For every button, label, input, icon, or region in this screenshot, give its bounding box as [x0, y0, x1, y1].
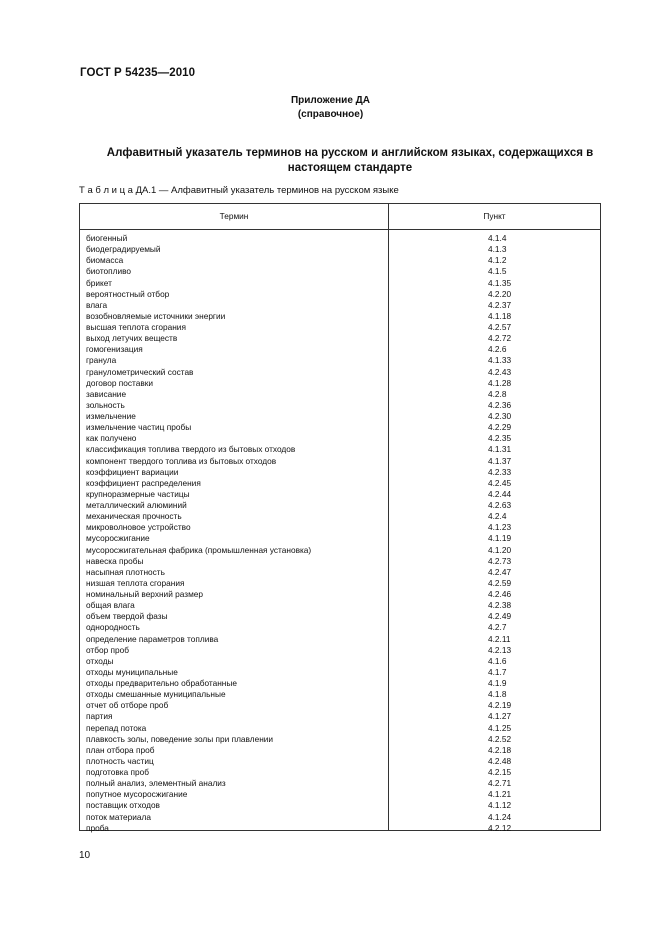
table-row — [80, 734, 600, 745]
appendix-title: Приложение ДА — [290, 95, 371, 106]
item-cell: 4.2.8 — [488, 388, 507, 399]
term-cell: мусоросжигательная фабрика (промышленная установка) — [86, 544, 312, 555]
item-cell: 4.1.24 — [488, 811, 512, 822]
term-cell: измельчение частиц пробы — [86, 422, 192, 433]
term-cell: зольность — [86, 399, 125, 410]
table-row — [80, 556, 600, 567]
table-row — [80, 244, 600, 255]
item-cell: 4.2.18 — [488, 744, 512, 755]
table-row — [80, 533, 600, 544]
table-row — [80, 456, 600, 467]
table-row — [80, 789, 600, 800]
term-cell: поток материала — [86, 811, 151, 822]
table-row — [80, 689, 600, 700]
item-cell: 4.2.57 — [488, 322, 512, 332]
item-cell: 4.1.8 — [488, 689, 507, 700]
table-row — [80, 333, 600, 344]
table-row — [80, 311, 600, 322]
item-cell: 4.2.20 — [488, 288, 512, 299]
item-cell: 4.1.21 — [488, 789, 512, 800]
term-cell: однородность — [86, 622, 140, 633]
table-row — [80, 700, 600, 711]
table-row — [80, 344, 600, 355]
term-cell: коэффициент распределения — [86, 477, 201, 488]
term-cell: отходы смешанные муниципальные — [86, 689, 226, 700]
item-cell: 4.2.47 — [488, 566, 512, 577]
table-row — [80, 545, 600, 556]
term-cell: компонент твердого топлива из бытовых отходов — [86, 455, 277, 466]
item-cell: 4.2.37 — [488, 299, 512, 310]
term-cell: биомасса — [86, 255, 124, 266]
item-cell: 4.2.4 — [488, 511, 507, 522]
term-cell: подготовка проб — [86, 767, 149, 777]
table-row — [80, 611, 600, 622]
item-cell: 4.1.12 — [488, 800, 512, 811]
page-number: 10 — [79, 850, 91, 861]
term-cell: навеска пробы — [86, 555, 144, 566]
term-cell: как получено — [86, 433, 137, 444]
table-row — [80, 289, 600, 300]
table-row — [80, 400, 600, 411]
item-cell: 4.2.15 — [488, 767, 512, 777]
table-body — [80, 233, 600, 834]
item-cell: 4.1.31 — [488, 444, 512, 455]
term-cell: высшая теплота сгорания — [86, 322, 186, 332]
item-cell: 4.1.3 — [488, 244, 507, 255]
term-cell: микроволновое устройство — [86, 522, 191, 533]
term-cell: металлический алюминий — [86, 500, 187, 510]
column-header-term: Термин — [219, 211, 249, 221]
item-cell: 4.2.52 — [488, 733, 512, 744]
term-cell: гомогенизация — [86, 344, 143, 355]
table-row — [80, 422, 600, 433]
item-cell: 4.2.13 — [488, 644, 512, 655]
item-cell: 4.2.49 — [488, 611, 512, 622]
term-cell: проба — [86, 822, 109, 833]
table-row — [80, 478, 600, 489]
term-cell: крупноразмерные частицы — [86, 488, 190, 499]
item-cell: 4.1.25 — [488, 722, 512, 733]
table-row — [80, 634, 600, 645]
item-cell: 4.2.35 — [488, 433, 512, 444]
item-cell: 4.2.43 — [488, 366, 512, 377]
item-cell: 4.1.19 — [488, 533, 512, 544]
term-cell: договор поставки — [86, 377, 154, 388]
term-cell: общая влага — [86, 600, 135, 611]
table-row — [80, 355, 600, 366]
table-row — [80, 322, 600, 333]
term-cell: отходы — [86, 655, 114, 666]
table-row — [80, 711, 600, 722]
table-row — [80, 778, 600, 789]
item-cell: 4.1.18 — [488, 310, 512, 321]
table-row — [80, 467, 600, 478]
term-cell: влага — [86, 299, 108, 310]
term-cell: выход летучих веществ — [86, 333, 178, 344]
term-cell: плотность частиц — [86, 755, 154, 766]
terms-table — [79, 203, 601, 831]
term-cell: плавкость золы, поведение золы при плавлении — [86, 733, 274, 744]
term-cell: гранулометрический состав — [86, 366, 194, 377]
term-cell: биодеградируемый — [86, 244, 161, 255]
column-header-item: Пункт — [483, 211, 506, 221]
item-cell: 4.2.19 — [488, 700, 512, 711]
table-row — [80, 444, 600, 455]
table-row — [80, 233, 600, 244]
term-cell: насыпная плотность — [86, 566, 165, 577]
term-cell: гранула — [86, 355, 117, 366]
table-row — [80, 622, 600, 633]
table-row — [80, 756, 600, 767]
table-row — [80, 411, 600, 422]
term-cell: попутное мусоросжигание — [86, 789, 188, 800]
item-cell: 4.2.59 — [488, 577, 512, 588]
term-cell: перепад потока — [86, 722, 147, 733]
item-cell: 4.2.45 — [488, 477, 512, 488]
term-cell: полный анализ, элементный анализ — [86, 778, 226, 789]
table-row — [80, 723, 600, 734]
term-cell: биогенный — [86, 233, 128, 243]
index-title: Алфавитный указатель терминов на русском и английском языках, содержащихся в настоящем стандарте — [106, 147, 594, 174]
table-row — [80, 667, 600, 678]
item-cell: 4.1.5 — [488, 266, 507, 277]
item-cell: 4.1.7 — [488, 666, 507, 677]
term-cell: измельчение — [86, 411, 136, 421]
term-cell: вероятностный отбор — [86, 288, 170, 299]
table-row — [80, 767, 600, 778]
term-cell: биотопливо — [86, 266, 132, 277]
table-row — [80, 745, 600, 756]
term-cell: механическая прочность — [86, 511, 182, 522]
term-cell: классификация топлива твердого из бытовых отходов — [86, 444, 296, 455]
term-cell: партия — [86, 711, 113, 722]
table-row — [80, 589, 600, 600]
table-row — [80, 300, 600, 311]
table-row — [80, 600, 600, 611]
term-cell: отбор проб — [86, 644, 129, 655]
item-cell: 4.2.48 — [488, 755, 512, 766]
table-row — [80, 578, 600, 589]
item-cell: 4.2.7 — [488, 622, 507, 633]
item-cell: 4.2.73 — [488, 555, 512, 566]
item-cell: 4.2.33 — [488, 466, 512, 477]
table-row — [80, 266, 600, 277]
item-cell: 4.1.2 — [488, 255, 507, 266]
table-row — [80, 511, 600, 522]
standard-header: ГОСТ Р 54235—2010 — [80, 67, 196, 79]
term-cell: мусоросжигание — [86, 533, 150, 544]
term-cell: коэффициент вариации — [86, 466, 179, 477]
item-cell: 4.2.11 — [488, 633, 511, 644]
item-cell: 4.2.44 — [488, 488, 512, 499]
table-row — [80, 800, 600, 811]
term-cell: низшая теплота сгорания — [86, 577, 185, 588]
item-cell: 4.1.27 — [488, 711, 512, 722]
table-row — [80, 489, 600, 500]
table-row — [80, 255, 600, 266]
term-cell: зависание — [86, 388, 127, 399]
item-cell: 4.1.33 — [488, 355, 512, 366]
item-cell: 4.1.6 — [488, 655, 507, 666]
item-cell: 4.2.29 — [488, 422, 512, 433]
term-cell: брикет — [86, 277, 112, 288]
table-row — [80, 678, 600, 689]
table-row — [80, 367, 600, 378]
table-row — [80, 500, 600, 511]
term-cell: возобновляемые источники энергии — [86, 310, 226, 321]
table-row — [80, 656, 600, 667]
item-cell: 4.1.9 — [488, 678, 507, 688]
table-row — [80, 522, 600, 533]
term-cell: отходы муниципальные — [86, 666, 178, 677]
table-row — [80, 378, 600, 389]
appendix-subtitle: (справочное) — [297, 109, 364, 120]
item-cell: 4.2.63 — [488, 500, 512, 510]
item-cell: 4.1.37 — [488, 455, 512, 466]
term-cell: план отбора проб — [86, 744, 155, 755]
item-cell: 4.1.20 — [488, 544, 512, 555]
item-cell: 4.2.72 — [488, 333, 512, 344]
item-cell: 4.2.36 — [488, 399, 512, 410]
table-row — [80, 823, 600, 834]
table-row — [80, 567, 600, 578]
table-row — [80, 433, 600, 444]
term-cell: поставщик отходов — [86, 800, 160, 811]
table-row — [80, 278, 600, 289]
item-cell: 4.2.71 — [488, 778, 512, 789]
item-cell: 4.1.28 — [488, 377, 512, 388]
table-row — [80, 812, 600, 823]
table-row — [80, 389, 600, 400]
item-cell: 4.1.35 — [488, 277, 512, 288]
item-cell: 4.2.46 — [488, 589, 512, 599]
item-cell: 4.2.30 — [488, 411, 512, 421]
item-cell: 4.2.6 — [488, 344, 507, 355]
item-cell: 4.2.12 — [488, 822, 512, 833]
table-header-row — [80, 204, 600, 230]
item-cell: 4.1.23 — [488, 522, 512, 533]
item-cell: 4.1.4 — [488, 233, 507, 243]
term-cell: определение параметров топлива — [86, 633, 219, 644]
term-cell: отчет об отборе проб — [86, 700, 169, 711]
term-cell: отходы предварительно обработанные — [86, 678, 237, 688]
table-caption: Т а б л и ц а ДА.1 — Алфавитный указатель терминов на русском языке — [79, 185, 399, 196]
term-cell: объем твердой фазы — [86, 611, 168, 622]
table-row — [80, 645, 600, 656]
item-cell: 4.2.38 — [488, 600, 512, 611]
term-cell: номинальный верхний размер — [86, 589, 204, 599]
